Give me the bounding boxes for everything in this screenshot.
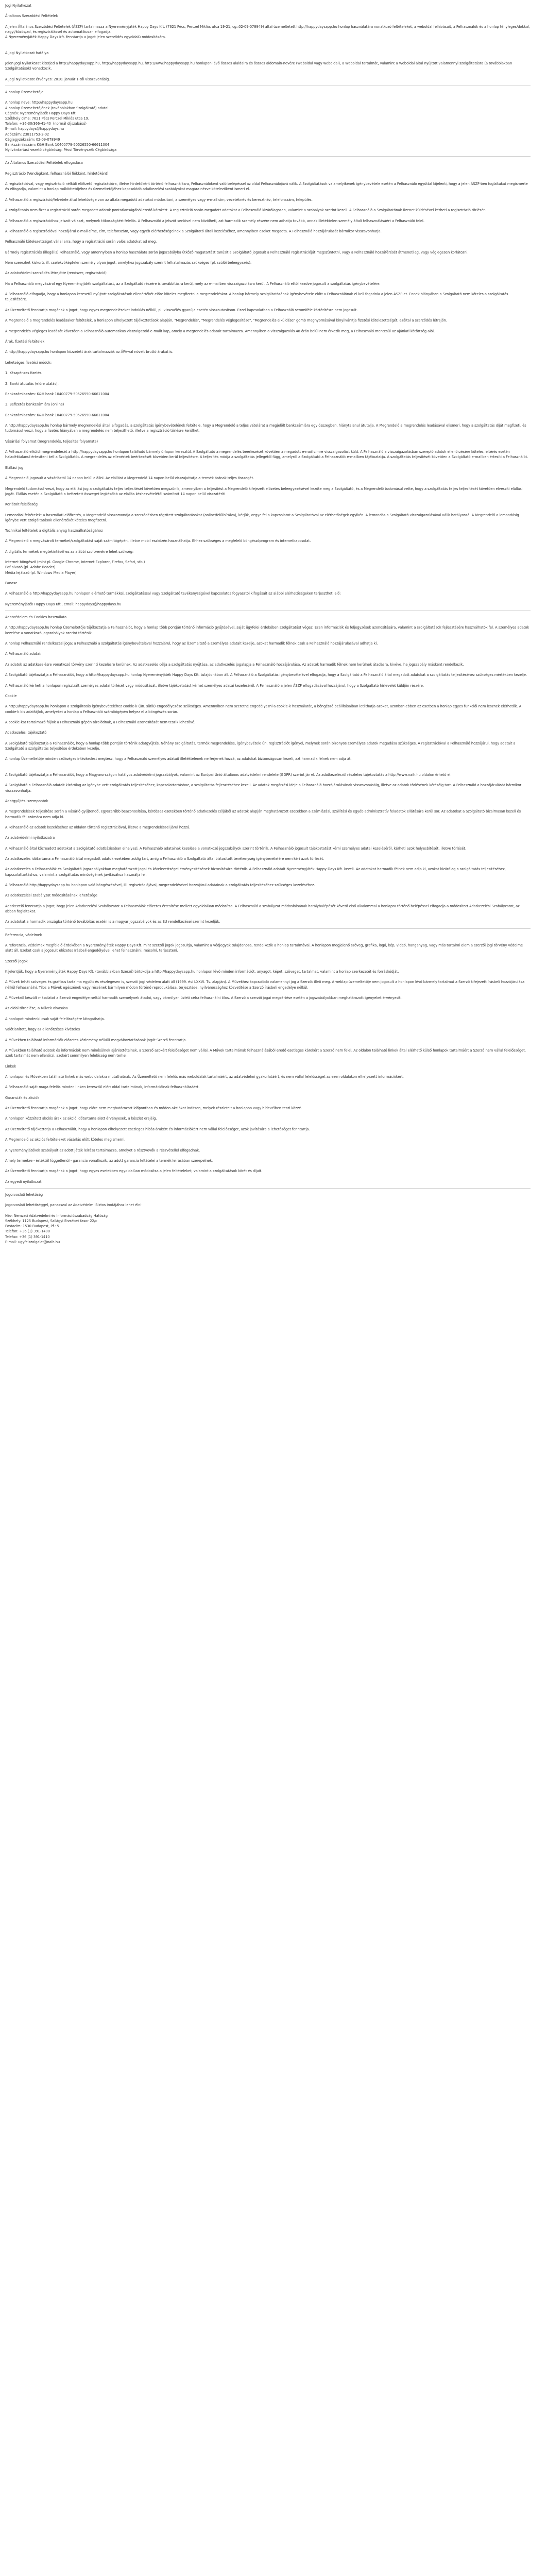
text-line xyxy=(5,657,531,662)
text-line xyxy=(5,1142,531,1147)
text-line xyxy=(5,636,531,641)
text-line: A Megrendelő a megrendelés leadásakor feltételek, a honlapon elhelyezett tájékoztatások alapján, "Megrendelés", "Megrendelés véglegesítése", "Megrendelés elküldése" gomb megnyomásával kinyilvánítja fizetési kötelezettségét, ezáltal a szerződés létrejön. xyxy=(5,318,447,323)
text-line: A szolgáltatás nem fizet a regisztráció során megadott adatok pontatlanságából eredő károkért. A regisztráció során megadott adatokat a Felhasználó kizárólagosan, valamint a szabályok szerint kezeli. A Felhasználó a Szolgáltatónak üzenet küldésével kérheti a regisztráció törlését. xyxy=(5,208,486,213)
text-line xyxy=(5,334,531,339)
text-line xyxy=(5,793,531,799)
text-line: Adatkezelő fenntartja a jogot, hogy jelen Adatkezelési Szabályzatot a Felhasználók előzetes értesítése mellett egyoldalúan módosítsa. A Felhasználó a szabályzat módosításának hatálybalépését követő első alkalommal a honlapra történő belépéssel elfogadja a módosított Adatkezelési Szabályzatot, az abban foglaltakat. xyxy=(5,904,521,914)
text-line: A Felhasználó adatai: xyxy=(5,652,42,656)
text-line: Regisztráció (Vendégként, felhasználói fiókként, hirdetőként) xyxy=(5,171,109,176)
text-line xyxy=(5,804,531,809)
text-line: Árak, fizetési feltételek xyxy=(5,340,45,344)
text-line: A Szolgáltató a Felhasználó adatait kizárólag az igénybe vett szolgáltatás teljesítéséhez, kapcsolattartáshoz, a szolgáltatás fejlesztéséhez kezeli. Az adatok megőrzési ideje a Felhasználó hozzájárulásának visszavonásáig, illetve az adatok törlésének kéréséig tart. A Felhasználó a hozzájárulását bármikor visszavonhatja. xyxy=(5,783,523,793)
text-line: Amely termékre - értéktől függetlenül - garancia vonatkozik, az adott garancia feltételei a termék leírásában szerepelnek. xyxy=(5,1159,213,1163)
text-line: A digitális termékek megtekintéséhez az alábbi szoftverekre lehet szükség: xyxy=(5,549,134,554)
text-line xyxy=(5,507,531,512)
text-line xyxy=(5,497,531,502)
text-line xyxy=(5,1079,531,1084)
text-line xyxy=(5,938,531,943)
text-line: Garanciák és akciók xyxy=(5,1095,40,1100)
text-line: A Felhasználó a http://happydaysapp.hu honlapon elérhető termékkel, szolgáltatással vagy Szolgáltató tevékenységével kapcsolatos fogyasztói kifogásait az alábbi elérhetőségeken terjesztheti elő: xyxy=(5,591,341,596)
text-line: Az adatvédelmi nyilatkozatra xyxy=(5,836,55,840)
text-line xyxy=(5,1043,531,1048)
text-line: Az adatkezelési szabályzat módosításának lehetősége xyxy=(5,893,98,898)
document-section xyxy=(5,1192,531,1245)
text-line xyxy=(5,1153,531,1158)
text-line: Szerzői jogok xyxy=(5,959,28,963)
text-line xyxy=(5,1163,531,1168)
text-line: Az oldal tördelése, a Művek olvasása xyxy=(5,1006,68,1011)
text-line: Az egyedi nyilatkozat xyxy=(5,1179,42,1184)
text-line xyxy=(5,1111,531,1116)
text-line xyxy=(5,192,531,197)
text-line xyxy=(5,861,531,867)
text-line: A Művekben található információk előzetes közlemény nélküli megváltoztatásának jogát Szerző fenntartja. xyxy=(5,1038,187,1042)
text-line: A jelen Általános Szerződési Feltételek (ÁSZF) tartalmazza a Nyereményjáték Happy Days Kft. (7621 Pécs, Perczel Miklós utca 19-21, cg.:02-09-078949) által üzemeltetett http://happydaysapp.hu honlap használatára vonatkozó feltételeket, a weboldal felhívásait, a Felhasználók és a honlap tényleges/dokkal, nagyi/közös/ad, és regisztrálássel és automatikusan elfogadja. xyxy=(5,24,532,34)
text-line: Jogorvoslati lehetőség xyxy=(5,1193,43,1197)
text-line xyxy=(5,202,531,208)
text-line: A honlap Felhasználó rendelkezési joga: a Felhasználó a szolgáltatás igénybevételével hozzájárul, hogy az Üzemeltető a személyes adatait kezelje, azokat harmadik félnek csak a Felhasználó hozzájárulásával adhatja ki. xyxy=(5,641,378,646)
text-line: Adószám: 23811753-2-02 xyxy=(5,132,49,137)
text-line: Cégnév: Nyereményjáték Happy Days Kft. xyxy=(5,111,77,115)
text-line xyxy=(5,460,531,465)
text-line: A honlap üzemeltetője xyxy=(5,90,44,94)
text-line xyxy=(5,877,531,883)
text-line xyxy=(5,1174,531,1179)
text-line xyxy=(5,302,531,308)
text-line: Nyereményjáték Happy Days Kft., email: happydays@happydays.hu xyxy=(5,602,122,606)
text-line: Ha a Felhasználó megvásárol egy Nyereményjáték szolgáltatást, az a Szolgáltató részére is továbbításra kerül, mely az e-mailben visszaigazolásra kerül. A Felhasználó ettől kezdve jogosult a szolgáltatás igénybevételére. xyxy=(5,281,381,286)
text-line xyxy=(5,646,531,651)
text-line xyxy=(5,667,531,672)
text-line xyxy=(5,344,531,349)
section-divider xyxy=(5,928,531,929)
text-line: Cégjegyzékszám: 02-09-078949 xyxy=(5,137,60,142)
text-line: A Szolgáltató tájékoztatja a Felhasználót, hogy a honlap több pontján történik adatgyűjtés. Néhány szolgáltatás, termék megrendelése, igénybevétele ún. regisztrációt igényel, melynek során bizonyos személyes adatok megadása szükséges. A regisztrációval a Felhasználó hozzájárul, hogy adatait a Szolgáltató a szolgáltatás teljesítése érdekében kezelje. xyxy=(5,741,517,751)
text-line xyxy=(5,974,531,979)
text-line xyxy=(5,851,531,856)
text-line xyxy=(5,176,531,181)
text-line: Panasz xyxy=(5,581,17,586)
text-line xyxy=(5,323,531,328)
text-line xyxy=(5,481,531,486)
document-section xyxy=(5,3,531,82)
text-line xyxy=(5,544,531,549)
text-line xyxy=(5,365,531,370)
text-line: Telefon: +36 (1) 391-1400 xyxy=(5,1229,50,1234)
text-line: Bankszámlaszám: K&H bank 10400779-50526550-66611004 xyxy=(5,392,109,396)
text-line: Név: Nemzeti Adatvédelmi és Információszabadság Hatóság xyxy=(5,1213,108,1218)
text-line: Székhely címe: 7621 Pécs Perczel Miklós utca 19. xyxy=(5,116,89,121)
text-line xyxy=(5,1022,531,1027)
text-line xyxy=(5,964,531,969)
text-line: A cookie-kat tartalmazó fájlok a Felhasználó gépén tárolódnak, a Felhasználó azonosítását nem teszik lehetővé. xyxy=(5,720,196,724)
text-line: A regisztrációval, vagy regisztráció nélküli előfizető regisztrációra, illetve hirdetőként történő felhasználásra, Felhasználóként való belépéssel az oldal Felhasználójává válik. A Szolgáltatások valamelyikének igénybevétele esetén a Felhasználó egyúttal kijelenti, hogy a jelen ÁSZF-ben foglaltakat megismerte és elfogadja, valamint a honlap működtetőjéhez és üzemeltetőjéhez kapcsolódó adatkezelési szabályokat magára nézve kötelezőként ismeri el. xyxy=(5,182,529,192)
text-line xyxy=(5,533,531,538)
text-line: A Szolgáltató tájékoztatja a Felhasználót, hogy a Magyarországon hatályos adatvédelmi jogszabályok, valamint az Európai Unió általános adatvédelmi rendelete (GDPR) szerint jár el. Az adatkezelésről részletes tájékoztatás a http://www.naih.hu oldalon érhető el. xyxy=(5,772,452,777)
legal-document xyxy=(0,0,536,1250)
text-line: Korlátolt felelősség xyxy=(5,502,38,507)
text-line xyxy=(5,990,531,995)
text-line: A megrendelés végleges leadását követően a Felhasználó automatikus visszaigazoló e-mailt kap, amely a megrendelés adatait tartalmazza. Amennyiben a visszaigazolás 48 órán belül nem érkezik meg, a Felhasználó mentesül az ajánlati kötöttség alól. xyxy=(5,329,435,333)
text-line: Jelen Jogi Nyilatkozat kiterjed a http://happydaysapp.hu, http://happydaysapp.hu, http://www.happydaysapp.hu honlapon lévő összes alaldalra és összes aldomain-nevére (Weboldal vagy weboldal), a Weboldal tartalmát, valamint a Weboldal által nyújtott valamennyi szolgáltatásra (a továbbiakban Szolgáltatások) vonatkozik. xyxy=(5,61,514,71)
text-line xyxy=(5,1032,531,1037)
text-line: A Felhasználó kérheti a honlapon regisztrált személyes adatai törlését vagy módosítását, illetve tájékoztatást kérhet személyes adatai kezeléséről. A Felhasználó a jelen ÁSZF elfogadásával hozzájárul, hogy a Szolgáltató hírlevelet küldjön részére. xyxy=(5,683,424,688)
text-line: A honlap üzemeltetőjének (továbbiakban Szolgáltató) adatai: xyxy=(5,106,110,110)
text-line: Az Üzemeltető fenntartja magának a jogot, hogy egyes esetekben egyoldalúan módosítsa a jelen feltételeket, valamint a szolgáltatások körét és díjait. xyxy=(5,1169,263,1174)
text-line: Az Üzemeltető tájékoztatja a Felhasználót, hogy a honlapon elhelyezett esetleges hibás árakért és információkért nem vállal felelősséget, azok javítására a lehetőséget fenntartja. xyxy=(5,1127,310,1131)
text-line xyxy=(5,397,531,402)
text-line xyxy=(5,554,531,560)
text-line: Kijelentjük, hogy a Nyereményjáték Happy Days Kft. (továbbiakban Szerző) birtokolja a http://happydaysapp.hu honlapon lévő minden információt, anyagot, képet, szöveget, tartalmat, valamint a honlap szerkezetét és forráskódját. xyxy=(5,970,399,974)
text-line: A Felhasználó elküldi megrendelését a http://happydaysapp.hu honlapon található bármely űrlapon keresztül. A Szolgáltató a megrendelés beérkezését követően a megadott e-mail címre visszaigazolást küld. A Felhasználó a visszaigazolásban szereplő adatok ellenőrzésére köteles, eltérés esetén haladéktalanul értesíteni kell a Szolgáltatót. A megrendelés az ellenérték beérkezését követően kerül teljesítésre. A teljesítés módja a szolgáltatás jellegétől függ, amelyről a Szolgáltató a Felhasználót e-mailben tájékoztatja. A szolgáltatás teljesítését követően a Szolgáltató e-mailben értesíti a Felhasználót. xyxy=(5,450,528,460)
text-line: A Felhasználó a regisztráció/felvétele által lehetősége van az általa megadott adatokat módosítani, a személyes vagy e-mail cím, vezetéknév és keresztnév, telefonszám, település. xyxy=(5,197,313,202)
text-line: A Felhasználó az adatok kezeléséhez az oldalon történő regisztrációval, illetve a megrendeléssel járul hozzá. xyxy=(5,825,191,829)
text-line: A Jogi Nyilatkozat érvényes: 2010. január 1-től visszavonásig. xyxy=(5,77,110,81)
text-line: Lemondási feltételek: a használati előfizetés, a Megrendelő visszamondja a szerződésben rögzített szolgáltatásokat (online/felülbírálva), kérjük, vegye fel a kapcsolatot a Szolgáltatóval az elérhetőségek egyikén. A lemondás a Szolgáltató visszaigazolásával válik hatályossá. A Megrendelő a lemondásig igénybe vett szolgáltatások ellenértékét köteles megfizetni. xyxy=(5,513,520,522)
text-line xyxy=(5,688,531,693)
text-line: A Megrendelő jogosult a vásárlástól 14 napon belül elállni. Az elállást a Megrendelő 14 napon belül visszajuttatja a termék árának teljes összegét. xyxy=(5,476,254,481)
text-line: A Művek tehát szöveges és grafikus tartalma együtt és részlegesen is, szerzői jogi védelem alatt áll (1999. évi LXXVI. Tv. alapján). A Művekhez kapcsolódó valamennyi jog a Szerzőt illeti meg. A weblap üzemeltetője nem jogosult a honlapon lévő bármely tartalmat a Szerző kifejezett írásbeli hozzájárulása nélkül felhasználni. Tilos a Művek egészének vagy részének bármilyen módon történő reprodukálása, terjesztése, nyilvánossághoz közvetítése a Szerző írásbeli engedélye nélkül. xyxy=(5,980,526,990)
text-line: Internet böngésző (mint pl. Google Chrome, Internet Explorer, Firefox, Safari, stb.) xyxy=(5,560,145,565)
text-line xyxy=(5,888,531,893)
text-line xyxy=(5,762,531,767)
text-line: Adatvédelem és Cookies használata xyxy=(5,615,67,620)
text-line xyxy=(5,1122,531,1127)
text-line xyxy=(5,575,531,581)
text-line xyxy=(5,736,531,741)
text-line xyxy=(5,8,531,13)
text-line xyxy=(5,830,531,835)
text-line: A honlapon közzétett akciós árak az akció időtartama alatt érvényesek, a készlet erejéig. xyxy=(5,1116,157,1121)
text-line: Postacím: 1530 Budapest, Pf.: 5 xyxy=(5,1224,59,1229)
text-line: A Nyereményjáték Happy Days Kft. fenntartja a jogot jelen szerződés egyoldalú módosítására. xyxy=(5,35,166,40)
text-line: Az adatokat a harmadik országba történő továbbítás esetén is a magyar jogszabályok és az EU rendelkezései szerint kezeljük. xyxy=(5,920,220,924)
text-line: 1. Készpénzes fizetés xyxy=(5,371,42,376)
text-line xyxy=(5,597,531,602)
text-line xyxy=(5,418,531,423)
text-line: A http://happydaysapp.hu honlapon közzétett árak tartalmazzák az ÁFA-val növelt bruttó árakat is. xyxy=(5,350,174,354)
text-line: 3. Befizetés bankszámlára (online) xyxy=(5,402,64,407)
text-line: Felhasználó kötelezettséget vállal arra, hogy a regisztráció során valós adatokat ad meg. xyxy=(5,240,157,244)
text-line xyxy=(5,767,531,772)
text-line xyxy=(5,19,531,24)
text-line xyxy=(5,899,531,904)
text-line xyxy=(5,470,531,476)
text-line: Linkek xyxy=(5,1064,16,1069)
text-line xyxy=(5,56,531,61)
text-line: A Művekről készült másolatot a Szerző engedélye nélkül harmadik személynek átadni, vagy bármilyen üzleti célra felhasználni tilos. A Szerző a szerzői jogai megsértése esetén a jogszabályokban meghatározott igényeket érvényesíti. xyxy=(5,995,403,1000)
text-line xyxy=(5,245,531,250)
text-line xyxy=(5,1132,531,1137)
text-line: Valótlanított, hogy az ellenőrzéses kivételes xyxy=(5,1027,80,1032)
text-line: A http://happydaysapp.hu honlapon a szolgáltatás igénybevételéhez cookie-k (ún. sütik) engedélyezése szükséges. Amennyiben nem szeretné engedélyezni a cookie-k használatát, a böngésző beállításaiban letilthatja azokat, azonban ebben az esetben a honlap egyes funkciói nem lesznek elérhetők. A cookie-k kis adatfájlok, amelyeket a honlap a Felhasználó számítógépén helyez el a böngészés során. xyxy=(5,704,523,714)
text-line: A Felhasználó a regisztrációval hozzájárul e-mail címe, cím, telefonszám, vagy egyéb elérhetőségeinek a Szolgáltató általi kezeléséhez, amennyiben ezeket megadta. A Felhasználó hozzájárulását bármikor visszavonhatja. xyxy=(5,229,382,233)
text-line xyxy=(5,376,531,381)
text-line xyxy=(5,777,531,783)
text-line xyxy=(5,265,531,270)
text-line: Vásárlási folyamat (megrendelés, teljesítés folyamata) xyxy=(5,439,98,444)
text-line: Cookie xyxy=(5,693,17,698)
text-line xyxy=(5,1100,531,1106)
text-line: A http://happydaysapp.hu honlap bármely megrendelési általi elfogadás, a szolgáltatás igénybevételének feltétele, hogy a Megrendelő a teljes vételárat a megjelölt bankszámlára egy összegben, hiánytalanul átutalja. A Megrendelő a megrendelés leadásával elismeri, hogy a szolgáltatás díját megfizeti, és tudomásul veszi, hogy a fizetés hiányában a megrendelés nem teljesíthető, illetve a regisztráció törlésre kerülhet. xyxy=(5,423,527,433)
text-line xyxy=(5,72,531,77)
text-line: Telefon: +36-30/366-41-40 (normál díjszabású) xyxy=(5,122,87,126)
text-line: Általános Szerződési Feltételek xyxy=(5,14,58,19)
section-divider xyxy=(5,1188,531,1189)
text-line xyxy=(5,715,531,720)
text-line: Jogi Nyilatkozat xyxy=(5,4,31,8)
text-line xyxy=(5,1069,531,1074)
text-line: A honlapot mindenki csak saját felelősségére látogathatja. xyxy=(5,1016,105,1021)
text-line xyxy=(5,355,531,360)
text-line: Telefax: +36 (1) 391-1410 xyxy=(5,1234,50,1239)
text-line: A Felhasználó által közreadott adatokat a Szolgáltató adatbázisában elhelyezi. A Felhasználó adatainak kezelése a vonatkozó jogszabályok szerint történik. A Felhasználó jogosult tájékoztatást kérni személyes adatai kezeléséről, kérheti azok helyesbítését, illetve törlését. xyxy=(5,846,467,851)
text-line: A referencia, védelmek megfelelő érdekében a Nyereményjáték Happy Days Kft. mint szerzői jogok jogosultja, valamint a védjegyek tulajdonosa, rendelkezik a honlap tartalmával. A honlapon megjelenő szöveg, grafika, logó, kép, videó, hanganyag, vagy más tartalmi elem a szerzői jogi törvény védelme alatt áll. Ezeket csak a jogosult előzetes írásbeli engedélyével lehet felhasználni, másolni, terjeszteni. xyxy=(5,943,524,953)
text-line: Az adatvédelmi szerződés létrejötte (rendszer, regisztráció) xyxy=(5,271,107,276)
text-line xyxy=(5,751,531,756)
text-line: Az Üzemeltető fenntartja magának a jogot, hogy előre nem meghatározott időpontban és módon akciókat indítson, melyek részleteit a honlapon vagy hírlevélben teszi közzé. xyxy=(5,1106,302,1111)
document-section xyxy=(5,90,531,152)
text-line: Az adatkezelés a Felhasználók és Szolgáltató jogszabályokban meghatározott jogai és kötelezettségei érvényesítésének biztosítására történik. A Felhasználó adatait Nyereményjáték Happy Days Kft. kezeli. Az adatokat harmadik félnek nem adja ki, azokat kizárólag a szolgáltatás teljesítéséhez, kapcsolattartáshoz, valamint a szolgáltatás minőségének javításához használja fel. xyxy=(5,867,507,877)
text-line xyxy=(5,1001,531,1006)
text-line: A honlap Üzemeltetője minden szükséges intézkedést megtesz, hogy a Felhasználó személyes adatait illetéktelenek ne férjenek hozzá, az adatokat biztonságosan kezeli, azt harmadik félnek nem adja át. xyxy=(5,757,352,761)
text-line: Bankszámlaszám: K&H Bank 10400779-50526550-66611004 xyxy=(5,142,110,147)
text-line xyxy=(5,1011,531,1016)
text-line: A Felhasználó saját maga felelős minden linken keresztül elért oldal tartalmának, információinak felhasználásáért. xyxy=(5,1085,200,1090)
text-line xyxy=(5,1197,531,1202)
text-line: A Megrendelő a megvásárolt terméket/szolgáltatást saját számítógépén, illetve mobil eszközén használhatja. Ehhez szükséges a megfelelő böngészőprogram és internetkapcsolat. xyxy=(5,539,311,544)
text-line xyxy=(5,1090,531,1095)
text-line: A megrendelések teljesítése során a vásárló gyűjtendő, egyszerűbb beazonosítása, kérdéses esetekben történő adatkezelés céljából az adatok alapján meghatározott esetekben a számlázási, szállítási és egyéb adminisztratív feladatok ellátására kerül sor. Az adatokat a Szolgáltató bizalmasan kezeli és harmadik fél számára nem adja ki. xyxy=(5,809,522,819)
text-line xyxy=(5,820,531,825)
text-line xyxy=(5,45,531,50)
text-line xyxy=(5,444,531,449)
text-line: A Megrendelő az akciós feltételeket vásárlás előtt köteles megismerni. xyxy=(5,1138,126,1142)
text-line: A Jogi Nyilatkozat hatálya xyxy=(5,50,49,55)
text-line: E-mail: ugyfelszolgalat@naih.hu xyxy=(5,1240,60,1244)
text-line: Adatkezelési tájékoztató xyxy=(5,731,47,735)
text-line: A Művekben található adatok és információk nem minősülnek ajánlattételnek, a Szerző azokért felelősséget nem vállal. A Művek tartalmának felhasználásából eredő esetleges károkért a Szerző nem felel. Az oldalon található linkek által elérhető külső honlapok tartalmáért a Szerző nem vállal felelősséget, azok tartalmát nem ellenőrzi, azokért semmilyen felelősség nem terheli. xyxy=(5,1048,527,1058)
text-line xyxy=(5,1208,531,1213)
text-line xyxy=(5,213,531,218)
text-line xyxy=(5,166,531,171)
text-line: A honlap neve: http://happydaysapp.hu xyxy=(5,100,73,105)
text-line: Bankszámlaszám: K&H bank 10400779-50526550-66611004 xyxy=(5,413,109,417)
text-line: Az Üzemeltető fenntartja magának a jogot, hogy egyes megrendeléseket indoklás nélkül, pl. visszaélés gyanúja esetén visszautasítson. Ezzel kapcsolatban a Felhasználó semmiféle kártérítésre nem jogosult. xyxy=(5,308,358,312)
text-line: Nyilvántartást vezető cégbíróság: Pécsi Törvényszék Cégbírósága xyxy=(5,148,117,152)
text-line: A honlapon és Művekben található linkek más weboldalakra mutathatnak. Az Üzemeltető nem felelős más weboldalak tartalmáért, az adatvédelmi gyakorlatáért, és nem vállal felelősséget az ezen oldalakon elhelyezett információkért. xyxy=(5,1074,404,1079)
text-line: A Felhasználó elfogadja, hogy a honlapon keresztül nyújtott szolgáltatások ellenértékét előre köteles megfizetni a megrendeléskor. A honlap bármely szolgáltatásának igénybevétele előtt a Felhasználónak el kell fogadnia a jelen ÁSZF-et. Ennek hiányában a Szolgáltató nem köteles a szolgáltatás teljesítésére. xyxy=(5,292,509,302)
text-line: Pdf olvasó (pl. Adobe Reader) xyxy=(5,565,56,570)
document-section xyxy=(5,933,531,1184)
text-line: A Felhasználó http://happydaysapp.hu honlapon való böngészésével, ill. regisztrációjával, megrendelésével hozzájárul adatainak a szolgáltatás teljesítéséhez szükséges kezeléséhez. xyxy=(5,883,315,888)
text-line xyxy=(5,620,531,625)
text-line xyxy=(5,677,531,683)
text-line: Lehetséges fizetési módok: xyxy=(5,360,52,365)
text-line: Referencia, védelmek xyxy=(5,933,42,937)
text-line: A Szolgáltató tájékoztatja a Felhasználót, hogy a http://happydaysapp.hu honlap Nyereményjáték Happy Days Kft. tulajdonában áll. A Felhasználó a Szolgáltatás igénybevételével elfogadja, hogy a Szolgáltató a Felhasználó által megadott adatokat a szolgáltatás teljesítéséhez szükséges mértékben kezelje. xyxy=(5,673,527,677)
text-line: A Felhasználó a regisztrációhoz jelszót választ, melynek titkosságáért felelős. A Felhasználó a jelszót senkivel nem közölheti, azt harmadik személy részére nem adhatja tovább, annak illetéktelen személy általi felhasználásáért a Felhasználó felel. xyxy=(5,218,424,223)
text-line: Jogorvoslati lehetőséggel, panasszal az Adatvédelmi Biztos irodájához lehet élni: xyxy=(5,1203,143,1208)
text-line: Az adatkezelés időtartama a Felhasználó által megadott adatok esetében addig tart, amíg a Felhasználó a Szolgáltató által biztosított tevékenység igénybevételére nem kéri azok törlését. xyxy=(5,857,324,861)
text-line xyxy=(5,286,531,292)
text-line xyxy=(5,40,531,45)
text-line: Média lejátszó (pl. Windows Media Player) xyxy=(5,570,77,575)
text-line: Az adatok az adatkezelésre vonatkozó törvény szerinti kezelésre kerülnek. Az adatkezelés célja a szolgáltatás nyújtása, az adatkezelés jogalapja a Felhasználó hozzájárulása. Az adatok harmadik félnek nem kerülnek átadásra, kivéve, ha jogszabály másként rendelkezik. xyxy=(5,662,464,667)
text-line: Elállási jog xyxy=(5,465,24,470)
text-line xyxy=(5,386,531,392)
text-line xyxy=(5,224,531,229)
text-line: Megrendelő tudomásul veszi, hogy az elállási jog a szolgáltatás teljes teljesítését követően megszűnik, amennyiben a teljesítést a Megrendelő kifejezett előzetes beleegyezésével kezdte meg a Szolgáltató, és a Megrendelő tudomásul vette, hogy a szolgáltatás teljes teljesítését követően elveszíti elállási jogát. Elállás esetén a Szolgáltató a befizetett összeget legkésőbb az elállás kézhezvételétől számított 14 napon belül visszatéríti. xyxy=(5,486,524,496)
text-line xyxy=(5,95,531,100)
text-line xyxy=(5,408,531,413)
text-line xyxy=(5,840,531,845)
text-line: Bármely regisztrációs (illegális) Felhasználó, vagy amennyiben a honlap használata során jogszabályba ütköző magatartást tanúsít a Szolgáltató jogosult a Felhasználó regisztrációját megszüntetni, vagy a Felhasználó hozzáférését átmenetileg, vagy véglegesen korlátozni. xyxy=(5,250,469,255)
text-line xyxy=(5,586,531,591)
text-line: Az Általános Szerződési Feltételek elfogadása xyxy=(5,161,83,165)
text-line: 2. Banki átutalás (előre utalás), xyxy=(5,381,59,386)
text-line xyxy=(5,914,531,919)
text-line: Székhely: 1125 Budapest, Szilágyi Erzsébet fasor 22/c xyxy=(5,1219,97,1224)
document-section xyxy=(5,615,531,925)
text-line xyxy=(5,313,531,318)
text-line: Adatgyűjtési szempontok xyxy=(5,799,48,803)
text-line xyxy=(5,725,531,730)
document-section xyxy=(5,160,531,607)
text-line: A nyereményjátékok szabályait az adott játék leírása tartalmazza, amelyet a résztvevők a részvétellel elfogadnak. xyxy=(5,1148,200,1153)
text-line: A http://happydaysapp.hu honlap Üzemeltetője tájékoztatja a Felhasználót, hogy a honlap több pontján történő információ gyűjtésével, saját ügyfelei érdekében szolgáltatást végez. Ezen információk és feljegyzések azonosítására, valamint a szolgáltatások fejlesztésére használhatók fel. A személyes adatok kezelése a vonatkozó jogszabályok szerint történik. xyxy=(5,625,531,635)
text-line xyxy=(5,523,531,528)
text-line xyxy=(5,276,531,281)
text-line: Technikai feltételek a digitális anyag használhatóságához xyxy=(5,529,103,533)
section-divider xyxy=(5,156,531,157)
text-line xyxy=(5,953,531,958)
text-line xyxy=(5,1058,531,1063)
text-line: E-mail: happydays@happydays.hu xyxy=(5,127,64,131)
text-line xyxy=(5,434,531,439)
text-line xyxy=(5,699,531,704)
text-line xyxy=(5,234,531,239)
text-line xyxy=(5,255,531,260)
text-line: Nem szerezhet kiskorú, ill. cselekvőképtelen személy olyan jogot, amelyhez jogszabály szerint felhatalmazás szükséges (pl. szülői beleegyezés). xyxy=(5,261,252,265)
